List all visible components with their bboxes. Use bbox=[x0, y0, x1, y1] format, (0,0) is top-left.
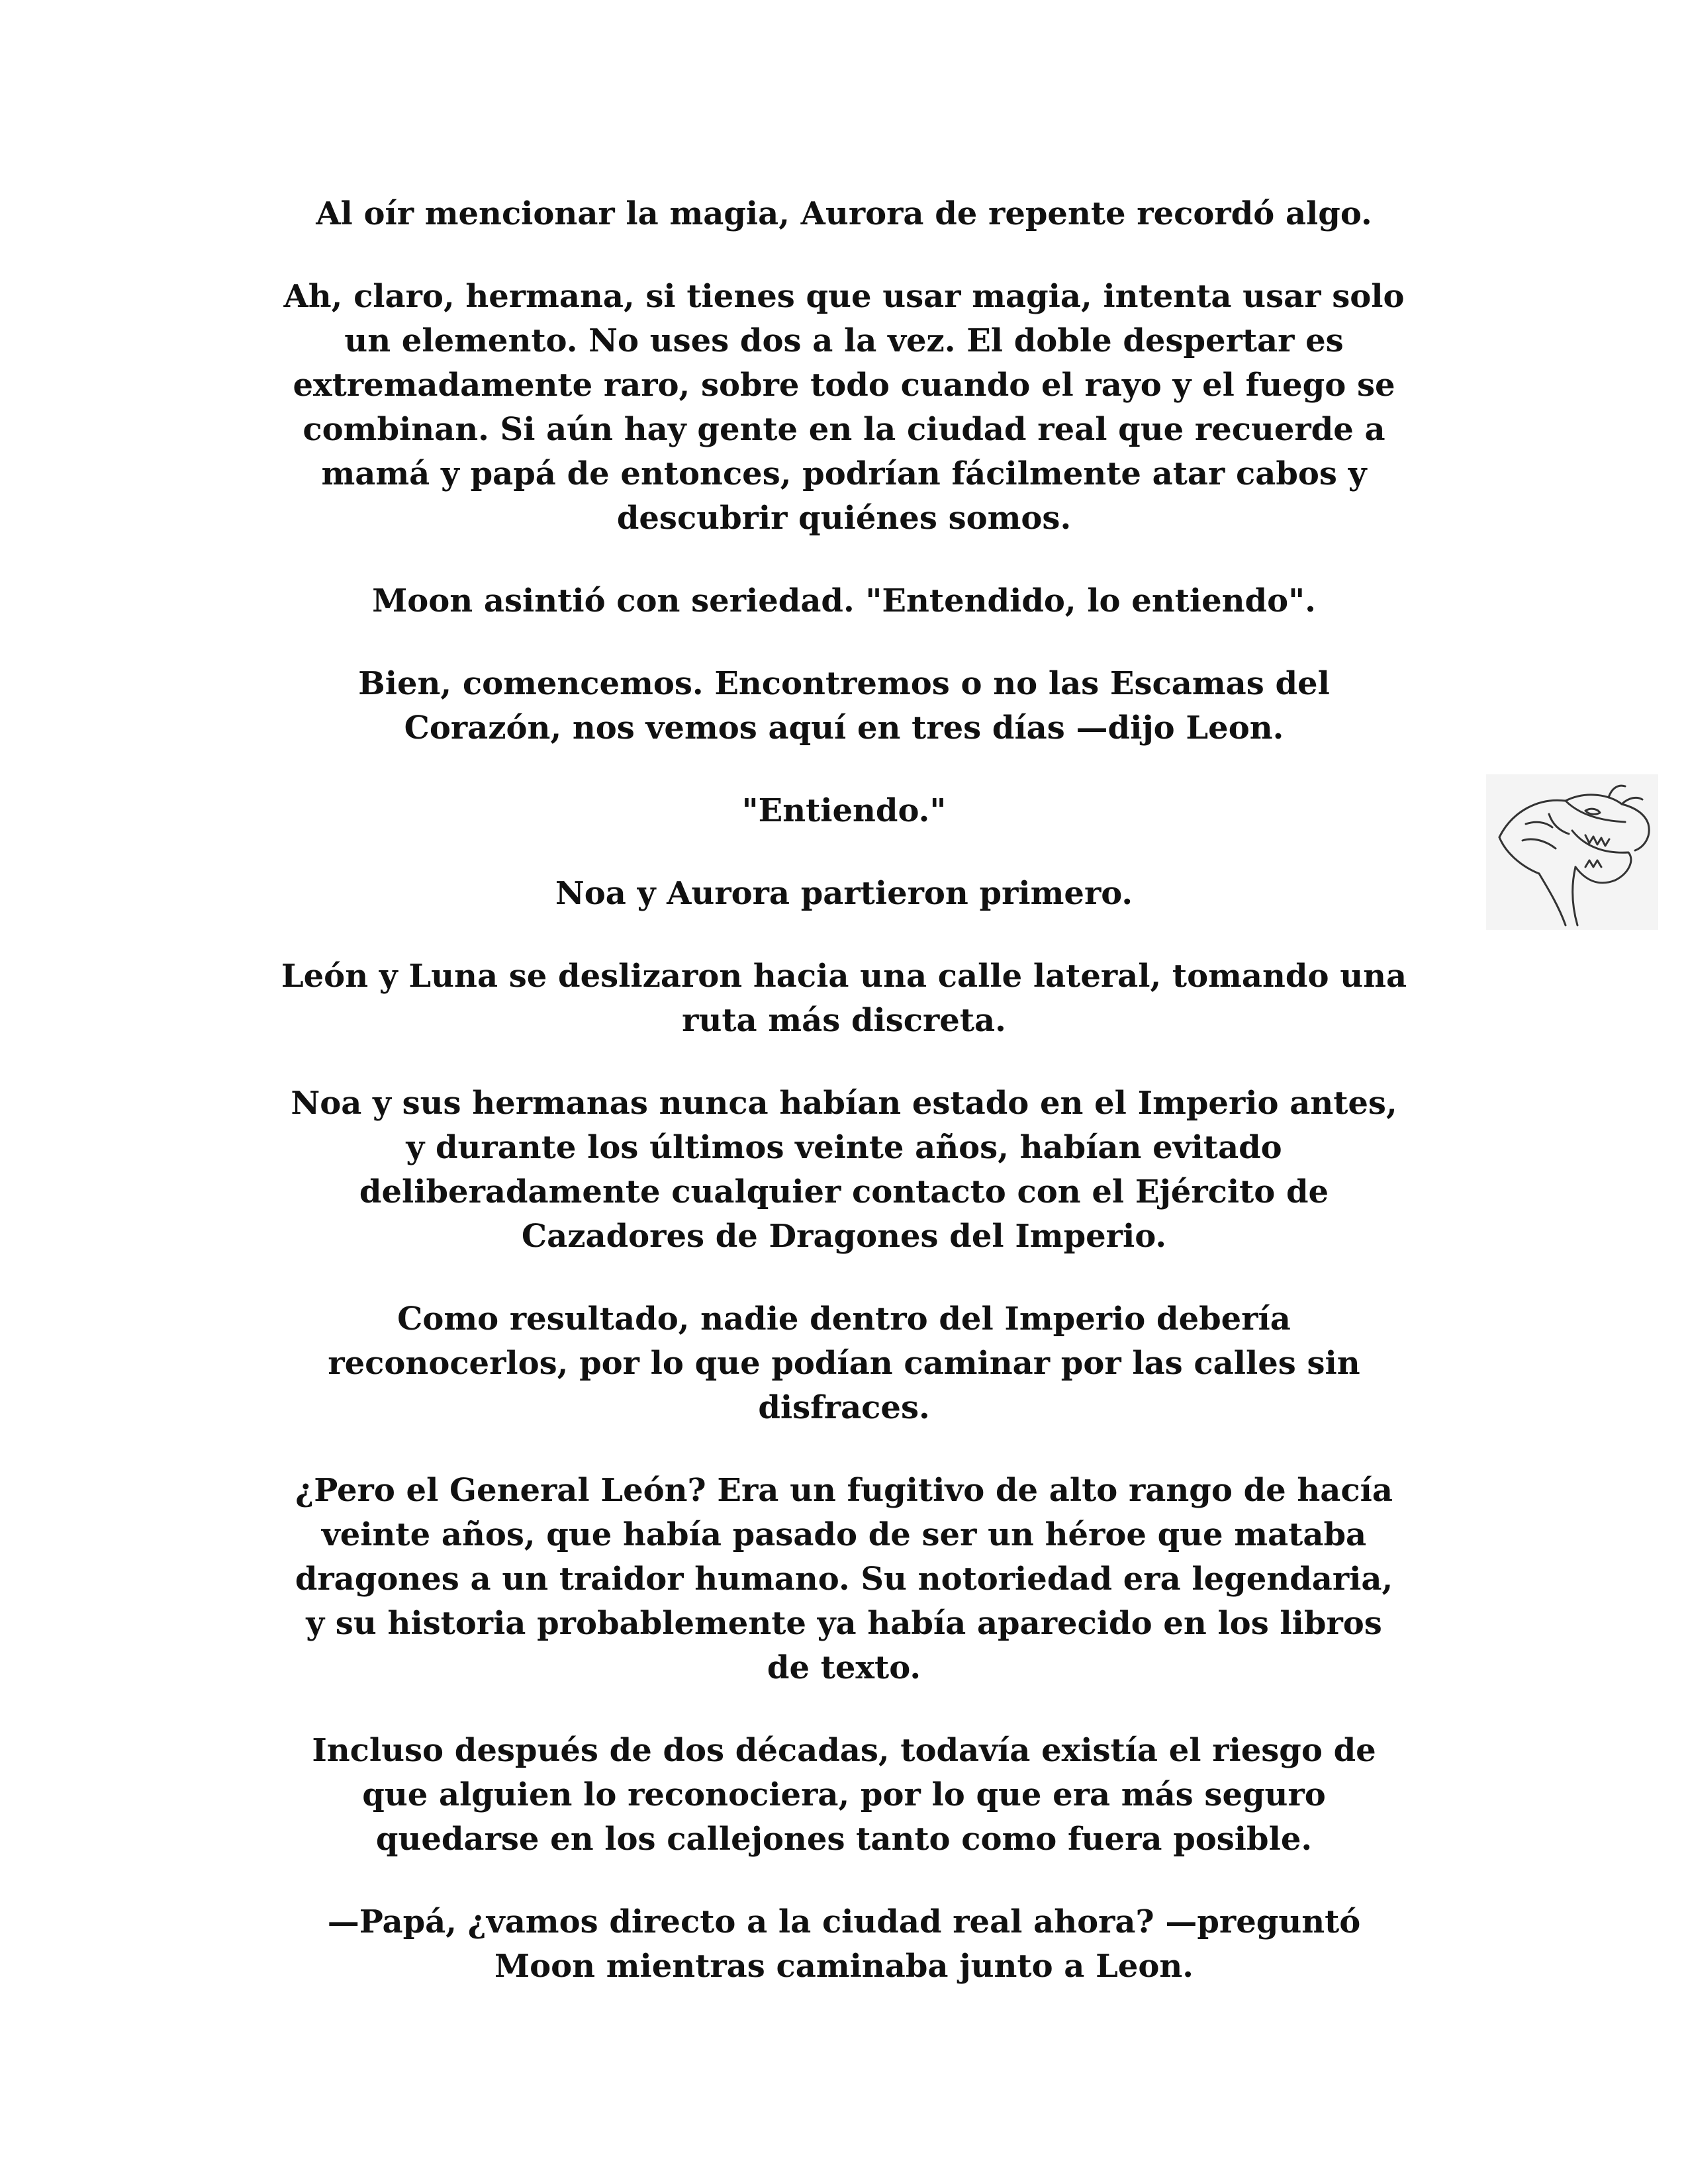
dragon-head-sketch-icon bbox=[1486, 774, 1658, 930]
body-text bbox=[218, 192, 1470, 2027]
paragraph-8: Noa y sus hermanas nunca habían estado en el Imperio antes, y durante los últimos veinte años, habían evitado deliberadamente cualquier contacto con el Ejército de Cazadores de Dragones del Imperio. bbox=[291, 1085, 1397, 1255]
paragraph-7: León y Luna se deslizaron hacia una calle lateral, tomando una ruta más discreta. bbox=[281, 958, 1407, 1039]
paragraph-4: Bien, comencemos. Encontremos o no las Escamas del Corazón, nos vemos aquí en tres días —dijo Leon. bbox=[358, 665, 1330, 747]
paragraph-5: "Entiendo." bbox=[741, 792, 947, 829]
paragraph-3: Moon asintió con seriedad. "Entendido, lo entiendo". bbox=[372, 582, 1316, 619]
paragraph-11: Incluso después de dos décadas, todavía existía el riesgo de que alguien lo reconociera, por lo que era más seguro quedarse en los callejones tanto como fuera posible. bbox=[312, 1732, 1376, 1858]
paragraph-12: —Papá, ¿vamos directo a la ciudad real ahora? —preguntó Moon mientras caminaba junto a Leon. bbox=[327, 1903, 1361, 1985]
paragraph-6: Noa y Aurora partieron primero. bbox=[555, 875, 1133, 912]
paragraph-2: Ah, claro, hermana, si tienes que usar magia, intenta usar solo un elemento. No uses dos a la vez. El doble despertar es extremadamente raro, sobre todo cuando el rayo y el fuego se combinan. Si aún hay gente en la ciudad real que recuerde a mamá y papá de entonces, podrían fácilmente atar cabos y descubrir quiénes somos. bbox=[283, 278, 1405, 537]
paragraph-1: Al oír mencionar la magia, Aurora de repente recordó algo. bbox=[316, 195, 1372, 232]
paragraph-9: Como resultado, nadie dentro del Imperio debería reconocerlos, por lo que podían caminar por las calles sin disfraces. bbox=[328, 1300, 1360, 1426]
paragraph-10: ¿Pero el General León? Era un fugitivo de alto rango de hacía veinte años, que había pasado de ser un héroe que mataba dragones a un traidor humano. Su notoriedad era legendaria, y su historia probablemente ya había aparecido en los libros de texto. bbox=[295, 1472, 1393, 1686]
